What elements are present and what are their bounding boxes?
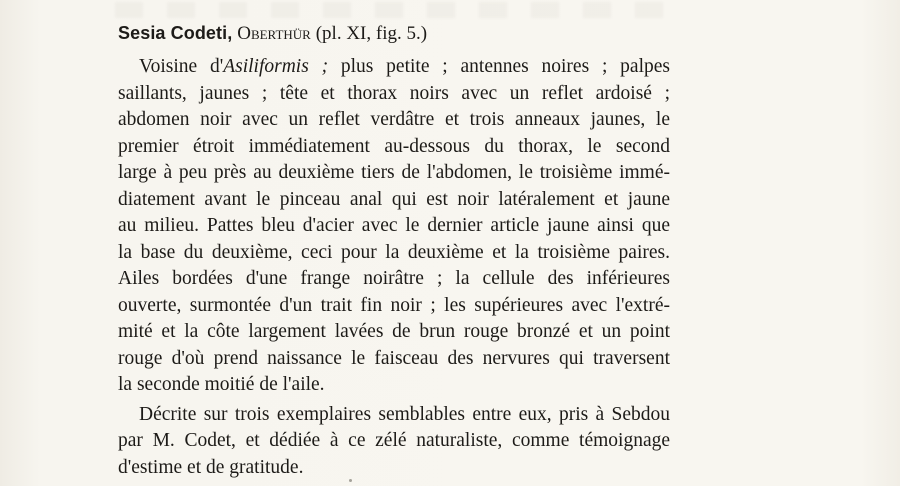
species-heading [118, 20, 670, 46]
show-through-bleed [115, 2, 675, 18]
text-line: diatement avant le pinceau anal qui est noir latéralement et jaune [118, 188, 670, 210]
text-line: d'estime et de gratitude. [118, 456, 304, 478]
text-line: par M. Codet, et dédiée à ce zélé naturaliste, comme témoignage [118, 430, 670, 451]
text-line: saillants, jaunes ; tête et thorax noirs avec un reflet ardoisé ; [118, 82, 670, 104]
text-line: Ailes bordées d'une frange noirâtre ; la cellule des inférieures [118, 268, 670, 289]
ink-speck [349, 479, 352, 482]
text-line: premier étroit immédiatement au-dessous du thorax, le second [118, 135, 670, 157]
text-line: la seconde moitié de l'aile. [118, 374, 325, 395]
provenance-paragraph [118, 402, 670, 482]
plate-reference: (pl. XI, fig. 5.) [315, 23, 428, 44]
species-entry [118, 20, 670, 481]
text-line: mité et la côte largement lavées de brun rouge bronzé et un point [118, 321, 670, 342]
species-reference-italic: Asiliformis ; [223, 56, 329, 77]
text-line: la base du deuxième, ceci pour la deuxième et la troisième paires. [118, 241, 670, 263]
text-line: abdomen noir avec un reflet verdâtre et trois anneaux jaunes, le [118, 109, 670, 130]
species-author: Oberthür [237, 23, 311, 44]
text-line: ouverte, surmontée d'un trait fin noir ; les supérieures avec l'extré- [118, 294, 670, 316]
text-line: large à peu près au deuxième tiers de l'abdomen, le troisième immé- [118, 162, 670, 183]
species-name: Sesia Codeti, [118, 23, 233, 43]
text-line: rouge d'où prend naissance le faisceau des nervures qui traversent [118, 347, 670, 369]
description-paragraph [118, 54, 670, 399]
text-line: Décrite sur trois exemplaires semblables entre eux, pris à Sebdou [139, 403, 670, 425]
text-line: Voisine d'Asiliformis ; plus petite ; antennes noires ; palpes [139, 56, 670, 77]
text-line: au milieu. Pattes bleu d'acier avec le dernier article jaune ainsi que [118, 215, 670, 236]
